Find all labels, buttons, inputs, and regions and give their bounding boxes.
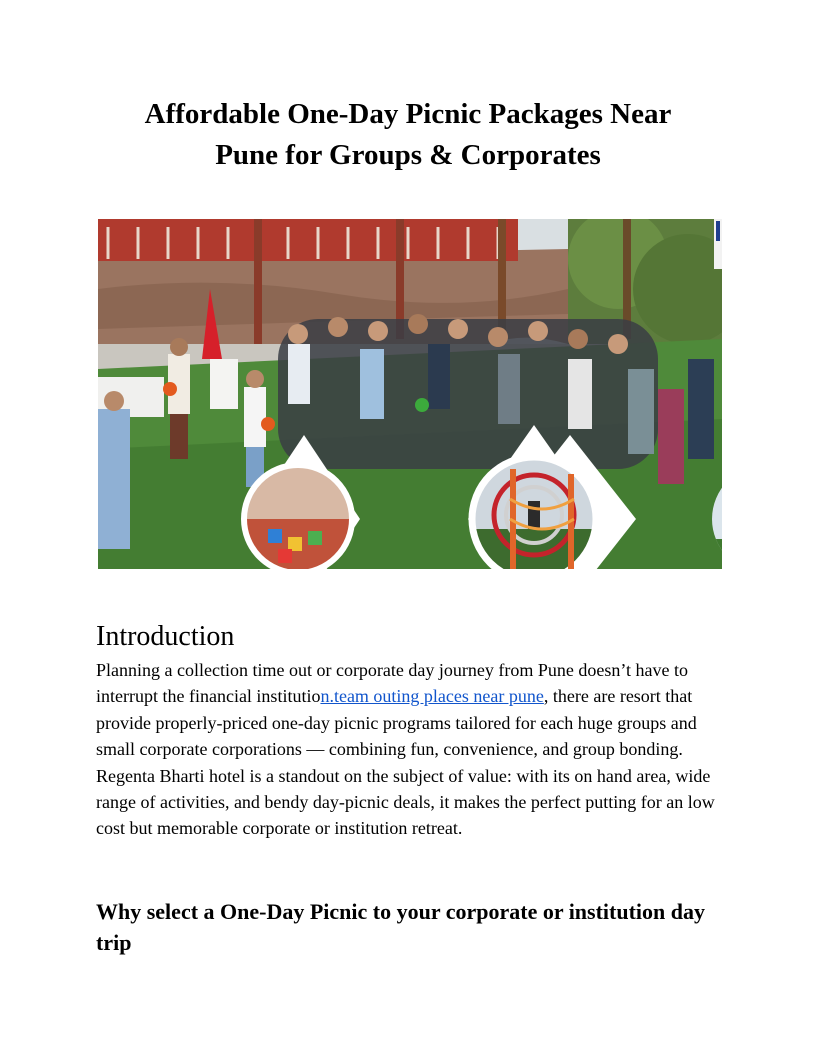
hero-image — [98, 219, 722, 569]
title-line-2: Pune for Groups & Corporates — [215, 139, 601, 171]
section-heading: Why select a One-Day Picnic to your corporate or institution day trip — [96, 899, 706, 955]
intro-text-after-link: , there are resort that provide properly-priced one-day picnic programs tailored for each huge groups and small corporate corporations — combining fun, convenience, and group bonding. Regenta Bharti hotel is a standout on the subject of value: with its on hand area, wide range of activities, and bendy day-picnic deals, it makes the perfect putting for an low cost but memorable corporate or institution retreat. — [96, 686, 715, 839]
introduction-paragraph — [96, 657, 724, 842]
group-picnic-photo-icon — [98, 219, 722, 569]
document-title — [96, 94, 720, 176]
team-outing-link[interactable]: n.team outing places near pune — [320, 686, 544, 707]
intro-text-before-link: Planning a collection time out or corporate day journey from Pune doesn’t have to interrupt the financial institutio — [96, 660, 689, 707]
introduction-heading: Introduction — [96, 621, 235, 652]
title-line-1: Affordable One-Day Picnic Packages Near — [144, 98, 672, 130]
